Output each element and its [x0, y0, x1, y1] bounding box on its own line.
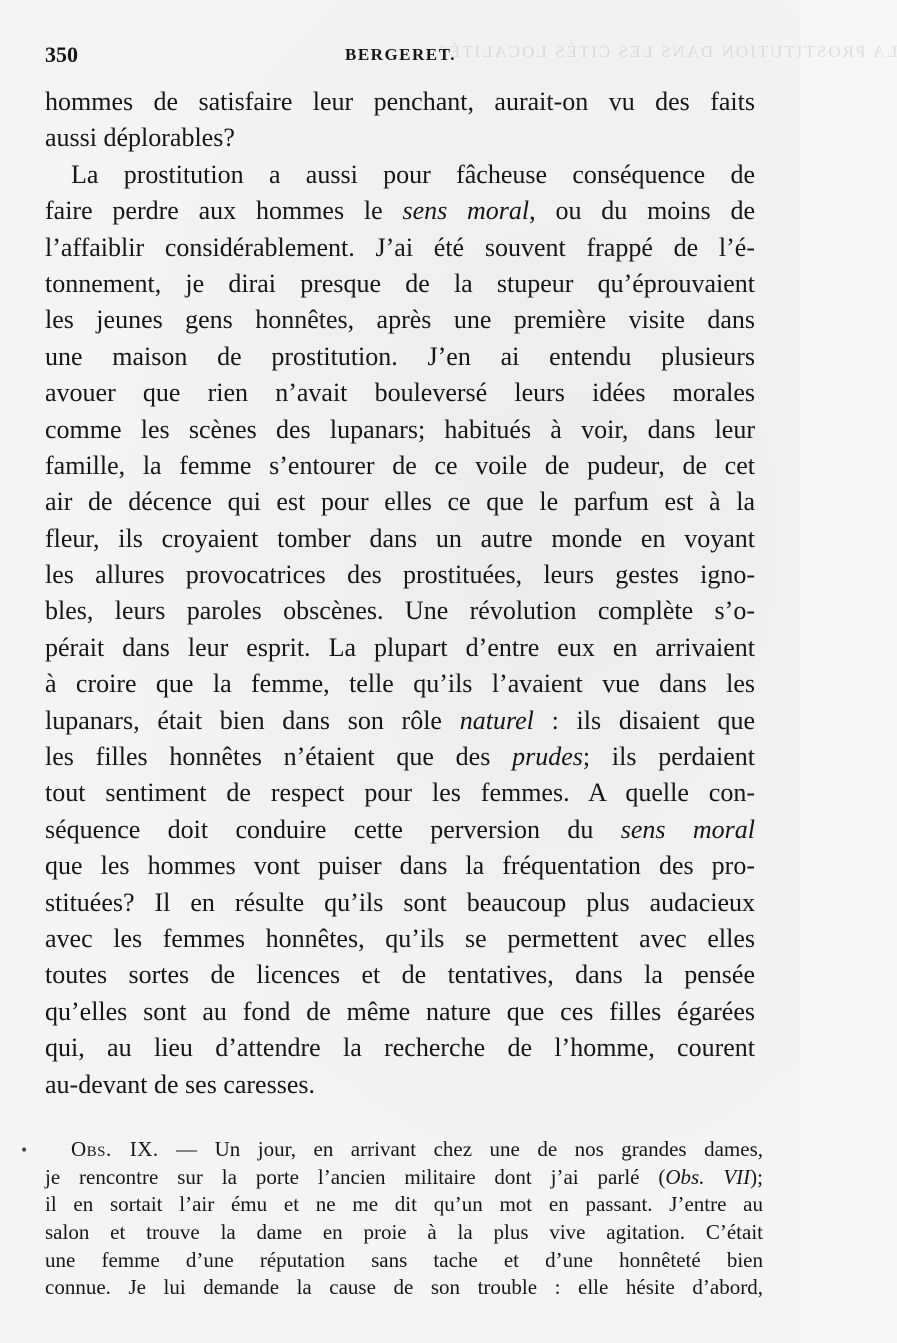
text-line: hommes de satisfaire leur penchant, aurait-on vu des faits [45, 87, 755, 116]
text-line: séquence doit conduire cette perversion du sens moral [45, 814, 755, 844]
text-line: une maison de prostitution. J’en ai entendu plusieurs [45, 341, 755, 371]
text-line: tonnement, je dirai presque de la stupeur qu’éprouvaient [45, 268, 755, 298]
observation-first-line [45, 1136, 763, 1164]
page-number: 350 [45, 42, 78, 67]
text-line: — Un jour, en arrivant chez une de nos grandes dames, [176, 1137, 763, 1161]
margin-mark: • [20, 1143, 29, 1159]
text-line: faire perdre aux hommes le sens moral, ou du moins de [45, 196, 755, 226]
text-line: que les hommes vont puiser dans la fréquentation des pro- [45, 851, 755, 881]
text-line: qu’elles sont au fond de même nature que ces filles égarées [45, 996, 755, 1026]
text-line: aussi déplorables? [45, 123, 235, 153]
text-line: l’affaiblir considérablement. J’ai été souvent frappé de l’é- [45, 232, 755, 262]
text-line: les filles honnêtes n’étaient que des prudes; ils perdaient [45, 742, 755, 772]
text-line: toutes sortes de licences et de tentatives, dans la pensée [45, 960, 755, 990]
text-line: pérait dans leur esprit. La plupart d’entre eux en arrivaient [45, 632, 755, 662]
text-line: les jeunes gens honnêtes, après une première visite dans [45, 305, 755, 335]
text-line: La prostitution a aussi pour fâcheuse conséquence de [71, 159, 755, 189]
text-line: il en sortait l’air ému et ne me dit qu’un mot en passant. J’entre au [45, 1192, 763, 1217]
show-through-text: LA PROSTITUTION DANS LES CITÉS LOCALITÉS. [430, 42, 897, 61]
text-line: comme les scènes des lupanars; habitués à voir, dans leur [45, 414, 755, 444]
text-line: bles, leurs paroles obscènes. Une révolution complète s’o- [45, 596, 755, 626]
text-line: tout sentiment de respect pour les femmes. A quelle con- [45, 778, 755, 808]
text-line: avec les femmes honnêtes, qu’ils se permettent avec elles [45, 923, 755, 953]
text-line: avouer que rien n’avait bouleversé leurs idées morales [45, 378, 755, 408]
page-header [45, 42, 755, 72]
text-line: air de décence qui est pour elles ce que le parfum est à la [45, 487, 755, 517]
text-line: les allures provocatrices des prostituées, leurs gestes igno- [45, 560, 755, 590]
observation-block [45, 1136, 763, 1302]
text-line: fleur, ils croyaient tomber dans un autre monde en voyant [45, 523, 755, 553]
text-line: je rencontre sur la porte l’ancien militaire dont j’ai parlé (Obs. VII); [45, 1164, 763, 1189]
text-line: une femme d’une réputation sans tache et d’une honnêteté bien [45, 1247, 763, 1272]
text-line: au-devant de ses caresses. [45, 1069, 315, 1099]
main-text [45, 84, 755, 1103]
text-line: famille, la femme s’entourer de ce voile de pudeur, de cet [45, 450, 755, 480]
text-line: qui, au lieu d’attendre la recherche de l’homme, courent [45, 1033, 755, 1063]
text-line: lupanars, était bien dans son rôle naturel : ils disaient que [45, 705, 756, 735]
running-head: BERGERET. [345, 45, 456, 64]
observation-label: Obs. IX. [71, 1137, 159, 1161]
text-line: connue. Je lui demande la cause de son trouble : elle hésite d’abord, [45, 1275, 763, 1300]
text-line: stituées? Il en résulte qu’ils sont beaucoup plus audacieux [45, 887, 755, 917]
text-line: salon et trouve la dame en proie à la plus vive agitation. C’était [45, 1220, 763, 1245]
text-line: à croire que la femme, telle qu’ils l’avaient vue dans les [45, 669, 755, 699]
